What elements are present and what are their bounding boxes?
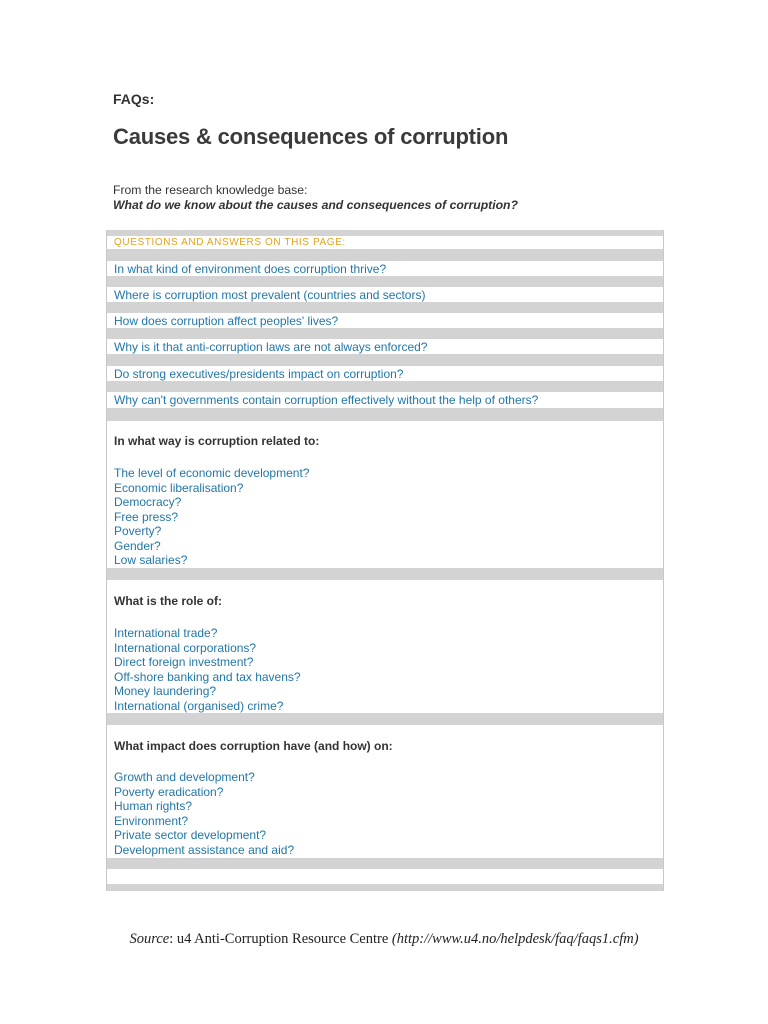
section-heading-related: In what way is corruption related to: xyxy=(114,434,320,448)
divider xyxy=(107,713,663,725)
question-link[interactable]: Why is it that anti-corruption laws are not always enforced? xyxy=(114,340,428,354)
list-item-link[interactable]: The level of economic development? xyxy=(114,466,310,480)
question-link[interactable]: Where is corruption most prevalent (countries and sectors) xyxy=(114,288,426,302)
question-link[interactable]: Why can't governments contain corruption effectively without the help of others? xyxy=(114,393,539,407)
divider xyxy=(107,408,663,421)
page-title: Causes & consequences of corruption xyxy=(113,124,509,149)
source-url: (http://www.u4.no/helpdesk/faq/faqs1.cfm) xyxy=(391,931,639,947)
question-link[interactable]: In what kind of environment does corruption thrive? xyxy=(114,262,387,276)
section-heading-impact: What impact does corruption have (and how) on: xyxy=(114,739,393,753)
divider xyxy=(107,568,663,580)
list-item-link[interactable]: Poverty? xyxy=(114,524,162,538)
list-item-link[interactable]: International trade? xyxy=(114,626,218,640)
list-item-link[interactable]: Poverty eradication? xyxy=(114,784,224,799)
divider xyxy=(107,302,663,313)
list-item-link[interactable]: Private sector development? xyxy=(114,828,267,842)
source-label: Source xyxy=(129,931,170,947)
list-item-link[interactable]: International corporations? xyxy=(114,640,257,655)
faqs-label: FAQs: xyxy=(113,91,155,107)
intro-question: What do we know about the causes and consequences of corruption? xyxy=(113,197,518,212)
divider xyxy=(107,249,663,261)
divider xyxy=(107,328,663,339)
faq-box xyxy=(106,230,664,891)
intro-line: From the research knowledge base: xyxy=(113,183,308,197)
related-list xyxy=(114,466,309,568)
section-heading-role: What is the role of: xyxy=(114,594,222,608)
impact-list xyxy=(114,770,294,857)
divider xyxy=(107,858,663,869)
divider xyxy=(107,276,663,287)
list-item-link[interactable]: Democracy? xyxy=(114,495,182,509)
divider xyxy=(107,884,663,891)
source-text: : u4 Anti-Corruption Resource Centre xyxy=(169,931,392,947)
question-link[interactable]: How does corruption affect peoples' lives? xyxy=(114,314,339,328)
list-item-link[interactable]: Human rights? xyxy=(114,799,193,813)
list-item-link[interactable]: Off-shore banking and tax havens? xyxy=(114,669,301,684)
list-item-link[interactable]: Direct foreign investment? xyxy=(114,655,254,669)
divider xyxy=(107,381,663,392)
role-list xyxy=(114,626,301,713)
list-item-link[interactable]: International (organised) crime? xyxy=(114,698,284,713)
divider xyxy=(107,354,663,366)
list-item-link[interactable]: Environment? xyxy=(114,813,189,828)
list-item-link[interactable]: Low salaries? xyxy=(114,553,188,567)
list-item-link[interactable]: Economic liberalisation? xyxy=(114,480,244,495)
source-citation xyxy=(0,931,768,948)
qa-header: QUESTIONS AND ANSWERS ON THIS PAGE: xyxy=(114,237,346,248)
list-item-link[interactable]: Gender? xyxy=(114,538,161,553)
list-item-link[interactable]: Development assistance and aid? xyxy=(114,842,295,857)
divider xyxy=(107,230,663,236)
question-link[interactable]: Do strong executives/presidents impact on corruption? xyxy=(114,367,404,381)
list-item-link[interactable]: Growth and development? xyxy=(114,770,255,784)
list-item-link[interactable]: Free press? xyxy=(114,509,179,524)
intro-text xyxy=(113,183,518,212)
list-item-link[interactable]: Money laundering? xyxy=(114,684,217,698)
